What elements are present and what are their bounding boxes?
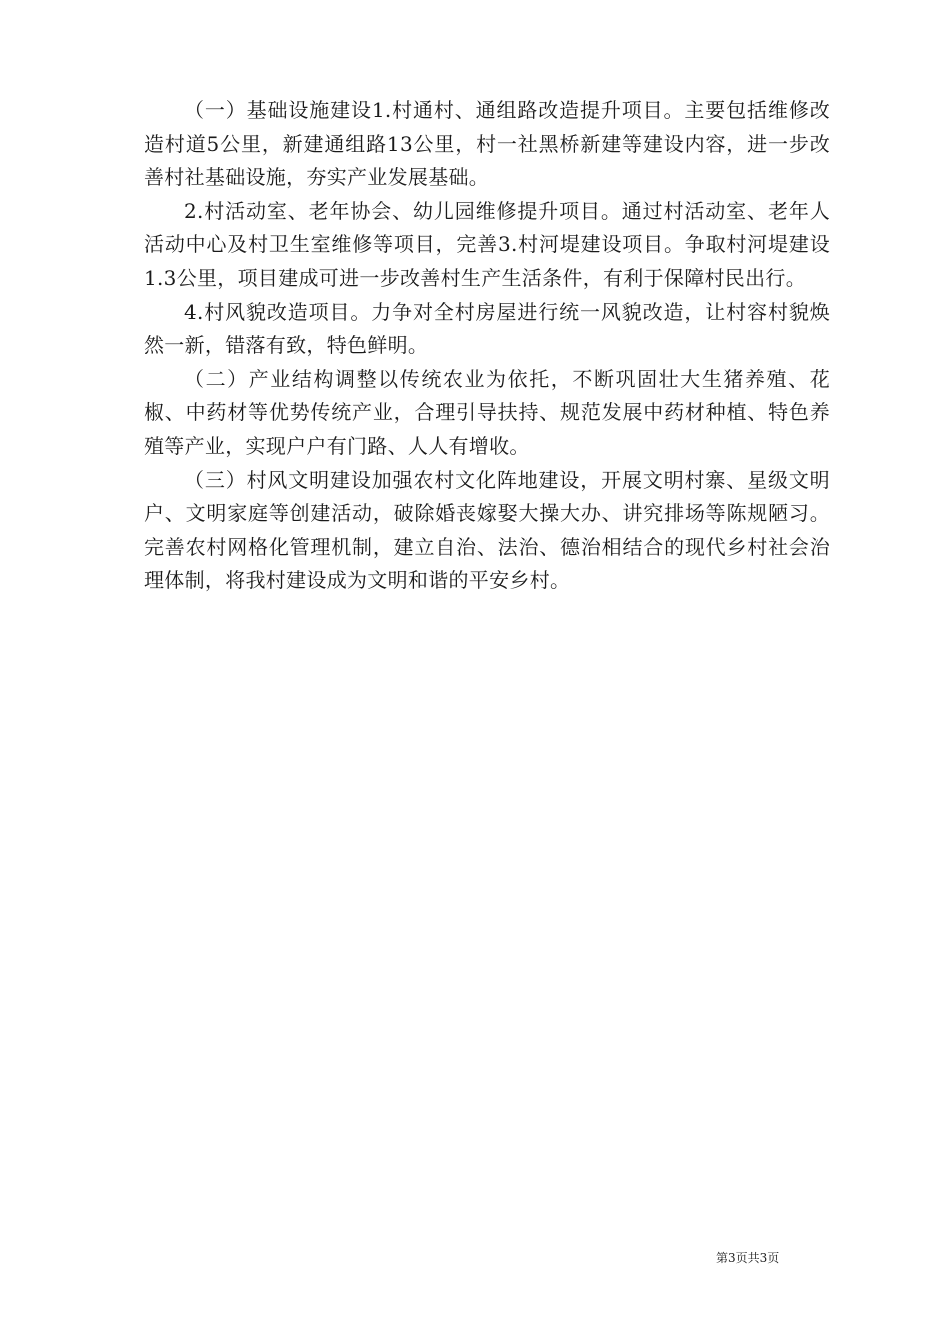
paragraph-industry-structure: （二）产业结构调整以传统农业为依托，不断巩固壮大生猪养殖、花椒、中药材等优势传统产业，合理引导扶持、规范发展中药材种植、特色养殖等产业，实现户户有门路、人人有增收。 (144, 366, 830, 458)
paragraph-activity-room: 2.村活动室、老年协会、幼儿园维修提升项目。通过村活动室、老年人活动中心及村卫生室维修等项目，完善3.村河堤建设项目。争取村河堤建设1.3公里，项目建成可进一步改善村生产生活条件，有利于保障村民出行。 (144, 198, 830, 290)
page-number-footer: 第3页共3页 (716, 1251, 780, 1265)
document-body (144, 94, 830, 598)
paragraph-village-appearance: 4.村风貌改造项目。力争对全村房屋进行统一风貌改造，让村容村貌焕然一新，错落有致，特色鲜明。 (144, 299, 830, 358)
paragraph-infrastructure: （一）基础设施建设1.村通村、通组路改造提升项目。主要包括维修改造村道5公里，新建通组路13公里，村一社黑桥新建等建设内容，进一步改善村社基础设施，夯实产业发展基础。 (144, 98, 830, 190)
paragraph-civilization: （三）村风文明建设加强农村文化阵地建设，开展文明村寨、星级文明户、文明家庭等创建活动，破除婚丧嫁娶大操大办、讲究排场等陈规陋习。完善农村网格化管理机制，建立自治、法治、德治相结合的现代乡村社会治理体制，将我村建设成为文明和谐的平安乡村。 (144, 467, 830, 593)
